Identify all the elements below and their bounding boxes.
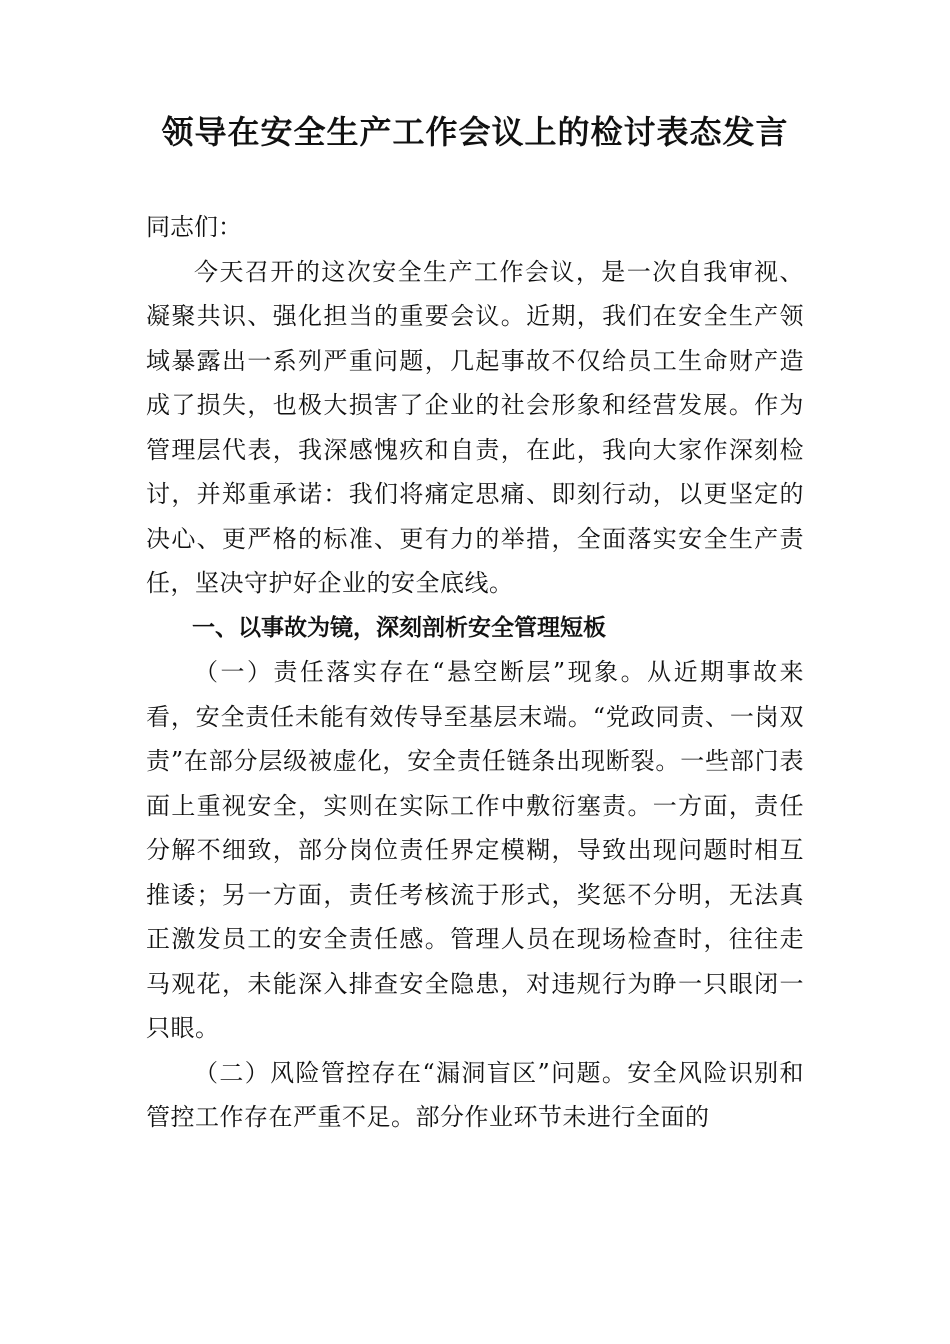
point-1-paragraph: （一）责任落实存在“悬空断层”现象。从近期事故来看，安全责任未能有效传导至基层末端。“党政同责、一岗双责”在部分层级被虚化，安全责任链条出现断裂。一些部门表面上重视安全，实则在实际工作中敷衍塞责。一方面，责任分解不细致，部分岗位责任界定模糊，导致出现问题时相互推诿；另一方面，责任考核流于形式，奖惩不分明，无法真正激发员工的安全责任感。管理人员在现场检查时，往往走马观花，未能深入排查安全隐患，对违规行为睁一只眼闭一只眼。 [146,658,804,1042]
intro-paragraph: 今天召开的这次安全生产工作会议，是一次自我审视、凝聚共识、强化担当的重要会议。近期，我们在安全生产领域暴露出一系列严重问题，几起事故不仅给员工生命财产造成了损失，也极大损害了企业的社会形象和经营发展。作为管理层代表，我深感愧疚和自责，在此，我向大家作深刻检讨，并郑重承诺：我们将痛定思痛、即刻行动，以更坚定的决心、更严格的标准、更有力的举措，全面落实安全生产责任，坚决守护好企业的安全底线。 [146,257,804,597]
salutation: 同志们： [146,213,242,241]
point-2-paragraph: （二）风险管控存在“漏洞盲区”问题。安全风险识别和管控工作存在严重不足。部分作业环节未进行全面的 [146,1058,804,1131]
document-page [146,105,804,1140]
section-heading-1: 一、以事故为镜，深刻剖析安全管理短板 [192,614,606,641]
document-title: 领导在安全生产工作会议上的检讨表态发言 [161,113,789,151]
